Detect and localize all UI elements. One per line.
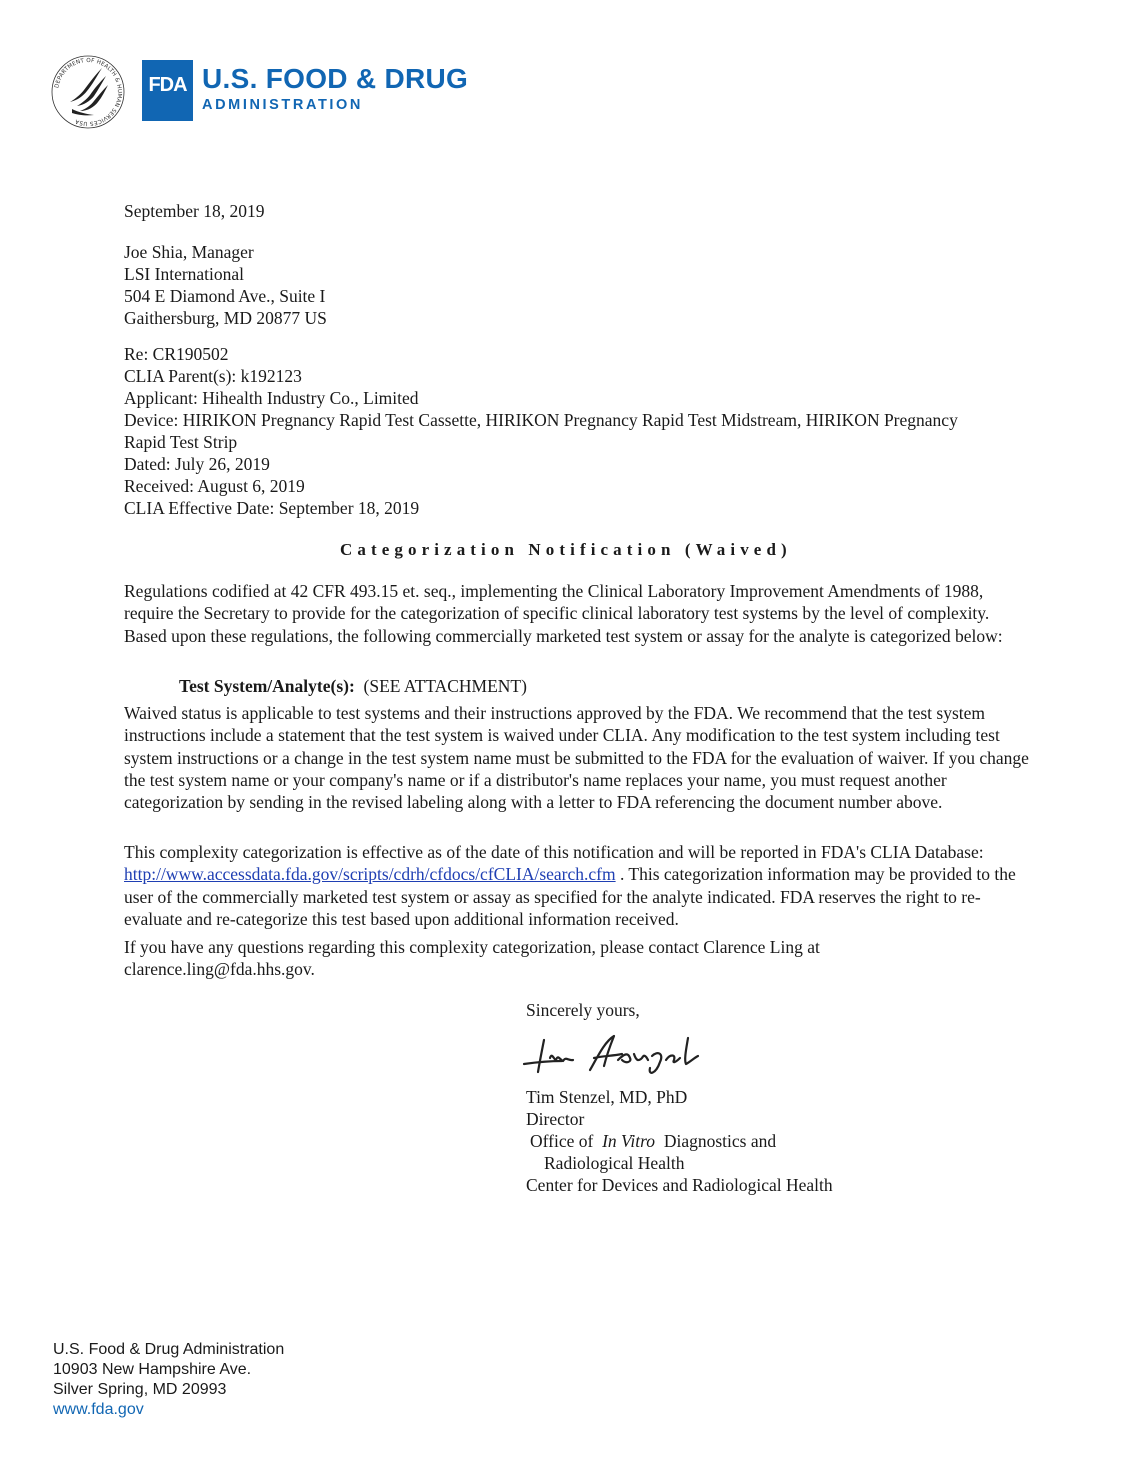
signer-office-italic: In Vitro [602,1131,656,1151]
reference-line: CLIA Effective Date: September 18, 2019 [124,498,420,518]
notification-title: Categorization Notification (Waived) [340,540,792,559]
footer-city: Silver Spring, MD 20993 [53,1381,227,1398]
footer-website-link[interactable]: www.fda.gov [53,1401,144,1418]
test-system-label: Test System/Analyte(s): [179,676,355,696]
recipient-line: 504 E Diamond Ave., Suite I [124,286,326,306]
signer-name: Tim Stenzel, MD, PhD [526,1087,688,1107]
agency-subtitle: ADMINISTRATION [202,97,363,113]
reference-line: Device: HIRIKON Pregnancy Rapid Test Cassette, HIRIKON Pregnancy Rapid Test Midstream, HIRIKON Pregnancy [124,410,958,430]
reference-line: CLIA Parent(s): k192123 [124,366,302,386]
signer-office-line2: Radiological Health [544,1153,685,1173]
paragraph-contact: If you have any questions regarding this complexity categorization, please contact Clarence Ling at clarence.ling@fda.hhs.gov. [124,937,820,980]
reference-line: Dated: July 26, 2019 [124,454,270,474]
signer-office [526,1130,833,1152]
signer-block [526,1086,833,1196]
fda-abbrev: FDA [148,74,187,96]
paragraph-effective [124,841,1039,930]
reference-line: Received: August 6, 2019 [124,476,305,496]
letter-date: September 18, 2019 [124,201,265,221]
footer-org: U.S. Food & Drug Administration [53,1341,285,1358]
agency-name: U.S. FOOD & DRUG [202,63,469,94]
reference-line: Applicant: Hihealth Industry Co., Limited [124,388,419,408]
signer-office-pre: Office of [530,1131,594,1151]
signer-center: Center for Devices and Radiological Health [526,1175,833,1195]
paragraph-waived-status: Waived status is applicable to test systems and their instructions approved by the FDA. We recommend that the test system instructions include a statement that the test system is waived under CLIA. Any modification to the test system including test system instructions or a change in the test system name must be submitted to the FDA for the evaluation of waiver. If you change the test system name or your company's name or if a distributor's name replaces your name, you must request another categorization by sending in the revised labeling along with a letter to FDA referencing the document number above. [124,703,1029,813]
fda-logo-box [142,60,193,121]
reference-line: Rapid Test Strip [124,432,238,452]
signature-image [518,1030,703,1080]
reference-line: Re: CR190502 [124,344,229,364]
hhs-seal-logo [50,54,126,130]
closing: Sincerely yours, [526,1000,640,1020]
footer-address [53,1340,284,1420]
test-system-line [179,675,527,697]
recipient-line: Gaithersburg, MD 20877 US [124,308,327,328]
footer-street: 10903 New Hampshire Ave. [53,1361,252,1378]
recipient-line: LSI International [124,264,245,284]
clia-database-link[interactable]: http://www.accessdata.fda.gov/scripts/cdrh/cfdocs/cfCLIA/search.cfm [124,864,616,885]
paragraph-effective-intro: This complexity categorization is effective as of the date of this notification and will be reported in FDA's CLIA Database: [124,842,984,862]
signer-title: Director [526,1109,585,1129]
test-system-value: (SEE ATTACHMENT) [363,676,527,696]
paragraph-regulations: Regulations codified at 42 CFR 493.15 et. seq., implementing the Clinical Laboratory Improvement Amendments of 1988, require the Secretary to provide for the categorization of specific clinical laboratory test systems by the level of complexity. Based upon these regulations, the following commercially marketed test system or assay for the analyte is categorized below: [124,581,1003,646]
paragraph-effective-rest: . This categorization information may be provided to the user of the commercially marketed test system or assay as specified for the analyte indicated. FDA reserves the right to re-evaluate and re-categorize this test based upon additional information received. [124,864,1016,929]
recipient-line: Joe Shia, Manager [124,242,254,262]
reference-block [124,343,958,519]
recipient-address [124,241,327,329]
svg-text:DEPARTMENT OF HEALTH & HUMAN S: DEPARTMENT OF HEALTH & HUMAN SERVICES USA [54,57,123,127]
signer-office-post: Diagnostics and [663,1131,777,1151]
